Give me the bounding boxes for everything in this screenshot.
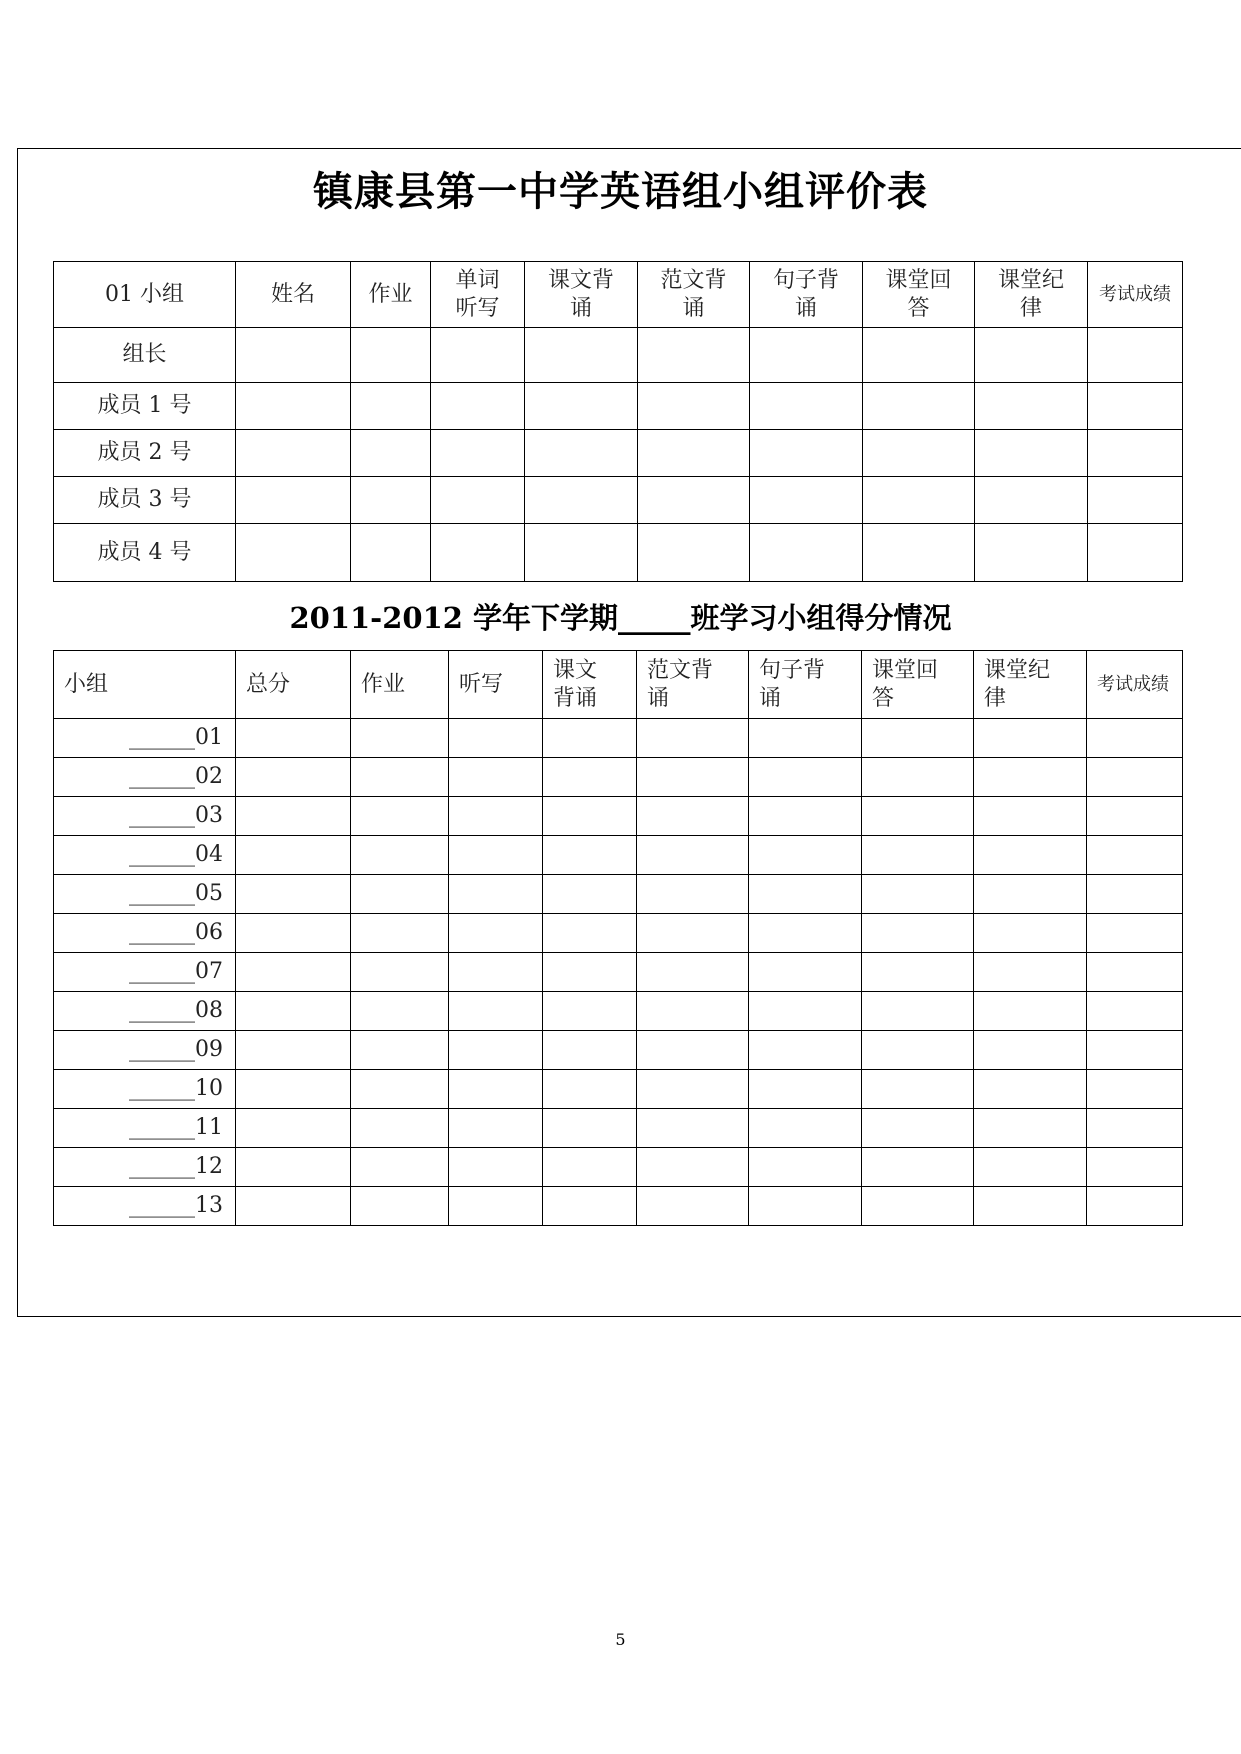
score-cell[interactable] [543,875,637,914]
header-cell: 句子背 诵 [750,262,863,328]
score-cell[interactable] [236,836,351,875]
header-cell: 总分 [236,651,351,719]
score-cell[interactable] [236,758,351,797]
table-row [54,1109,1183,1148]
score-cell[interactable] [449,758,543,797]
score-cell[interactable] [351,477,431,524]
score-cell[interactable] [351,836,449,875]
score-cell[interactable] [975,524,1088,582]
row-label: ______10 [54,1070,236,1109]
score-cell[interactable] [236,875,351,914]
score-cell[interactable] [449,914,543,953]
score-cell[interactable] [862,875,974,914]
score-cell[interactable] [1087,836,1183,875]
score-cell[interactable] [449,836,543,875]
row-label: ______05 [54,875,236,914]
row-label: ______04 [54,836,236,875]
score-cell[interactable] [638,383,750,430]
score-cell[interactable] [1087,797,1183,836]
row-label: ______06 [54,914,236,953]
score-cell[interactable] [750,430,863,477]
header-cell: 作业 [351,651,449,719]
score-cell[interactable] [750,383,863,430]
score-cell[interactable] [236,1031,351,1070]
score-cell[interactable] [862,758,974,797]
score-cell[interactable] [975,328,1088,383]
score-cell[interactable] [863,430,975,477]
score-cell[interactable] [974,1187,1087,1226]
score-cell[interactable] [863,477,975,524]
page-number: 5 [615,1630,626,1649]
score-cell[interactable] [449,1187,543,1226]
header-cell: 考试成绩 [1087,651,1183,719]
score-cell[interactable] [351,953,449,992]
score-cell[interactable] [236,430,351,477]
score-cell[interactable] [351,524,431,582]
score-cell[interactable] [431,430,525,477]
score-cell[interactable] [637,1070,749,1109]
header-cell: 范文背 诵 [638,262,750,328]
header-cell: 课堂回 答 [862,651,974,719]
score-cell[interactable] [974,992,1087,1031]
score-cell[interactable] [975,430,1088,477]
row-label: 成员 1 号 [54,383,236,430]
row-label: 成员 3 号 [54,477,236,524]
table-row [54,797,1183,836]
table-row [54,477,1183,524]
score-cell[interactable] [431,383,525,430]
score-cell[interactable] [1087,992,1183,1031]
score-cell[interactable] [638,477,750,524]
score-cell[interactable] [637,719,749,758]
score-cell[interactable] [862,1109,974,1148]
score-cell[interactable] [863,328,975,383]
score-cell[interactable] [1088,328,1183,383]
score-cell[interactable] [975,477,1088,524]
score-cell[interactable] [1088,383,1183,430]
score-cell[interactable] [236,1187,351,1226]
score-cell[interactable] [236,992,351,1031]
score-cell[interactable] [638,430,750,477]
score-cell[interactable] [543,1109,637,1148]
score-cell[interactable] [543,992,637,1031]
score-cell[interactable] [862,992,974,1031]
score-cell[interactable] [431,328,525,383]
score-cell[interactable] [525,477,638,524]
page-title: 镇康县第一中学英语组小组评价表 [313,168,928,215]
score-cell[interactable] [1087,719,1183,758]
score-cell[interactable] [351,1109,449,1148]
table-row [54,1148,1183,1187]
row-label: ______08 [54,992,236,1031]
score-cell[interactable] [1087,1070,1183,1109]
score-cell[interactable] [637,875,749,914]
score-cell[interactable] [637,836,749,875]
score-cell[interactable] [750,524,863,582]
table-row [54,836,1183,875]
header-row [54,262,1183,328]
score-cell[interactable] [974,797,1087,836]
score-cell[interactable] [236,1070,351,1109]
score-cell[interactable] [236,383,351,430]
group-evaluation-table [53,261,1183,582]
score-cell[interactable] [525,383,638,430]
score-cell[interactable] [543,758,637,797]
score-cell[interactable] [638,524,750,582]
score-cell[interactable] [749,1070,862,1109]
score-cell[interactable] [236,953,351,992]
table-row [54,992,1183,1031]
table-row [54,953,1183,992]
score-cell[interactable] [525,430,638,477]
score-cell[interactable] [236,328,351,383]
score-cell[interactable] [1088,477,1183,524]
score-cell[interactable] [449,719,543,758]
score-cell[interactable] [974,953,1087,992]
score-cell[interactable] [749,914,862,953]
score-cell[interactable] [449,953,543,992]
score-cell[interactable] [543,914,637,953]
score-cell[interactable] [236,1109,351,1148]
header-cell: 01 小组 [54,262,236,328]
score-cell[interactable] [862,719,974,758]
score-cell[interactable] [750,328,863,383]
score-cell[interactable] [749,719,862,758]
table-row [54,524,1183,582]
score-cell[interactable] [1088,430,1183,477]
table-row [54,1031,1183,1070]
score-cell[interactable] [749,953,862,992]
score-cell[interactable] [431,524,525,582]
score-cell[interactable] [1087,1031,1183,1070]
score-cell[interactable] [351,758,449,797]
score-cell[interactable] [543,1070,637,1109]
header-cell: 课堂回 答 [863,262,975,328]
score-cell[interactable] [974,719,1087,758]
score-cell[interactable] [637,1148,749,1187]
score-cell[interactable] [637,797,749,836]
table-row [54,875,1183,914]
score-cell[interactable] [351,1070,449,1109]
score-cell[interactable] [974,1109,1087,1148]
score-cell[interactable] [974,1148,1087,1187]
score-cell[interactable] [974,836,1087,875]
row-label: ______13 [54,1187,236,1226]
score-cell[interactable] [431,477,525,524]
score-cell[interactable] [449,1109,543,1148]
header-cell: 单词 听写 [431,262,525,328]
row-label: 成员 2 号 [54,430,236,477]
score-cell[interactable] [862,1148,974,1187]
row-label: ______02 [54,758,236,797]
row-label: ______12 [54,1148,236,1187]
score-cell[interactable] [637,914,749,953]
score-cell[interactable] [236,719,351,758]
score-cell[interactable] [449,875,543,914]
score-cell[interactable] [975,383,1088,430]
score-cell[interactable] [1087,1148,1183,1187]
header-cell: 课文 背诵 [543,651,637,719]
table-subtitle: 2011-2012 学年下学期_____班学习小组得分情况 [289,601,952,635]
table-row [54,1187,1183,1226]
score-cell[interactable] [637,1187,749,1226]
score-cell[interactable] [638,328,750,383]
score-cell[interactable] [1087,758,1183,797]
table-row [54,430,1183,477]
score-cell[interactable] [449,797,543,836]
table-row [54,914,1183,953]
row-label: ______01 [54,719,236,758]
header-cell: 课堂纪 律 [974,651,1087,719]
score-cell[interactable] [543,1148,637,1187]
score-cell[interactable] [637,992,749,1031]
score-cell[interactable] [974,914,1087,953]
score-cell[interactable] [543,1187,637,1226]
score-cell[interactable] [862,797,974,836]
header-cell: 范文背 诵 [637,651,749,719]
header-cell: 句子背 诵 [749,651,862,719]
score-cell[interactable] [351,914,449,953]
score-cell[interactable] [974,1070,1087,1109]
score-cell[interactable] [974,1031,1087,1070]
score-cell[interactable] [974,758,1087,797]
score-cell[interactable] [749,797,862,836]
score-cell[interactable] [637,1031,749,1070]
score-cell[interactable] [749,1187,862,1226]
score-cell[interactable] [1087,953,1183,992]
score-cell[interactable] [236,477,351,524]
score-cell[interactable] [749,992,862,1031]
score-cell[interactable] [525,328,638,383]
score-cell[interactable] [637,1109,749,1148]
score-cell[interactable] [449,1031,543,1070]
score-cell[interactable] [1087,914,1183,953]
header-cell: 课堂纪 律 [975,262,1088,328]
score-cell[interactable] [543,836,637,875]
score-cell[interactable] [543,953,637,992]
score-cell[interactable] [543,1031,637,1070]
score-cell[interactable] [351,328,431,383]
score-cell[interactable] [351,992,449,1031]
score-cell[interactable] [974,875,1087,914]
score-cell[interactable] [862,1187,974,1226]
score-cell[interactable] [1087,1109,1183,1148]
score-cell[interactable] [236,524,351,582]
score-cell[interactable] [862,836,974,875]
score-cell[interactable] [749,1031,862,1070]
table-row [54,328,1183,383]
group-score-table [53,650,1183,1226]
score-cell[interactable] [236,797,351,836]
header-cell: 姓名 [236,262,351,328]
row-label: 成员 4 号 [54,524,236,582]
score-cell[interactable] [749,758,862,797]
score-cell[interactable] [351,1031,449,1070]
score-cell[interactable] [863,383,975,430]
score-cell[interactable] [1088,524,1183,582]
header-cell: 作业 [351,262,431,328]
score-cell[interactable] [236,1148,351,1187]
score-cell[interactable] [449,1148,543,1187]
score-cell[interactable] [863,524,975,582]
row-label: ______11 [54,1109,236,1148]
row-label: 组长 [54,328,236,383]
score-cell[interactable] [449,1070,543,1109]
score-cell[interactable] [351,1187,449,1226]
score-cell[interactable] [351,1148,449,1187]
header-row [54,651,1183,719]
score-cell[interactable] [637,758,749,797]
score-cell[interactable] [749,875,862,914]
table-row [54,383,1183,430]
table-row [54,719,1183,758]
score-cell[interactable] [351,875,449,914]
score-cell[interactable] [525,524,638,582]
score-cell[interactable] [351,797,449,836]
row-label: ______07 [54,953,236,992]
score-cell[interactable] [1087,1187,1183,1226]
score-cell[interactable] [862,1031,974,1070]
score-cell[interactable] [750,477,863,524]
score-cell[interactable] [749,1148,862,1187]
score-cell[interactable] [1087,875,1183,914]
score-cell[interactable] [749,836,862,875]
table-row [54,1070,1183,1109]
header-cell: 课文背 诵 [525,262,638,328]
score-cell[interactable] [862,1070,974,1109]
score-cell[interactable] [749,1109,862,1148]
score-cell[interactable] [543,797,637,836]
row-label: ______03 [54,797,236,836]
score-cell[interactable] [543,719,637,758]
score-cell[interactable] [351,383,431,430]
header-cell: 听写 [449,651,543,719]
header-cell: 考试成绩 [1088,262,1183,328]
table-row [54,758,1183,797]
score-cell[interactable] [351,719,449,758]
score-cell[interactable] [351,430,431,477]
score-cell[interactable] [236,914,351,953]
score-cell[interactable] [862,953,974,992]
score-cell[interactable] [449,992,543,1031]
row-label: ______09 [54,1031,236,1070]
score-cell[interactable] [862,914,974,953]
score-cell[interactable] [637,953,749,992]
header-cell: 小组 [54,651,236,719]
